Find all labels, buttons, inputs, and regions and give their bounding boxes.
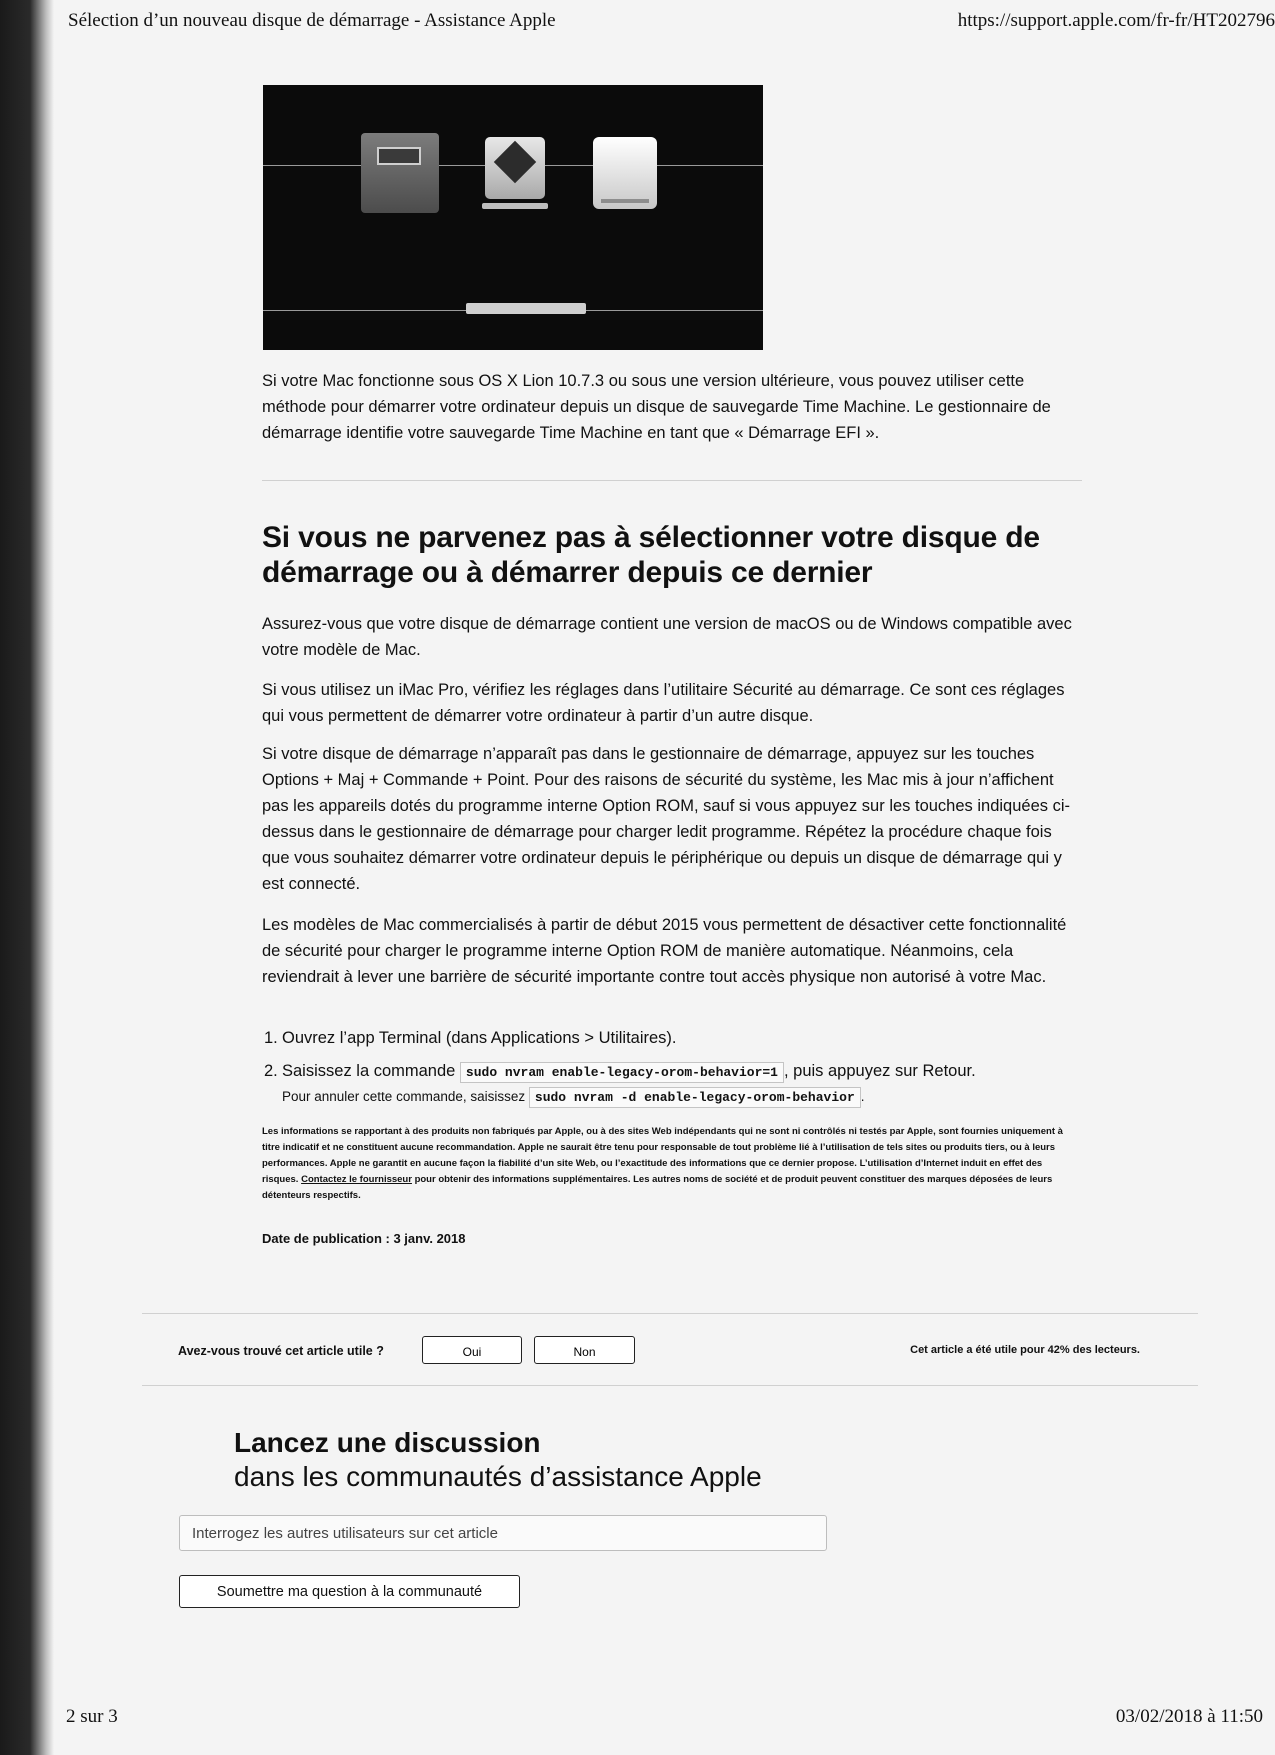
feedback-divider-top [142,1313,1198,1314]
print-header-url: https://support.apple.com/fr-fr/HT202796 [957,10,1275,31]
contact-vendor-link[interactable]: Contactez le fournisseur [301,1174,412,1185]
feedback-bar [178,1336,1158,1366]
section-heading: Si vous ne parvenez pas à sélectionner votre disque de démarrage ou à démarrer depuis ce dernier [262,521,1040,589]
step-item [262,1058,1082,1108]
community-subtitle: dans les communautés d’assistance Apple [234,1461,762,1492]
community-title: Lancez une discussion [234,1427,541,1458]
print-header-title: Sélection d’un nouveau disque de démarrage - Assistance Apple [68,10,556,31]
step-number: 1. [264,1029,278,1047]
yes-button[interactable]: Oui [422,1336,522,1364]
scan-edge [0,0,54,1755]
section-divider [262,480,1082,481]
terminal-cancel-command[interactable]: sudo nvram -d enable-legacy-orom-behavior [529,1087,861,1108]
windows-disk-icon [485,137,545,199]
print-footer [66,1706,1263,1730]
submit-question-button[interactable]: Soumettre ma question à la communauté [179,1575,520,1608]
network-select-bar [466,303,586,314]
cancel-text: Pour annuler cette commande, saisissez [282,1089,526,1104]
disclaimer [262,1124,1072,1204]
publication-date: Date de publication : 3 janv. 2018 [262,1231,466,1246]
step-text: Saisissez la commande [282,1062,456,1080]
step-text: Ouvrez l’app Terminal (dans Applications > Utilitaires). [282,1029,677,1047]
feedback-question: Avez-vous trouvé cet article utile ? [178,1344,384,1358]
disclaimer-text: Les informations se rapportant à des produits non fabriqués par Apple, ou à des sites Web indépendants qui ne sont ni contrôlés ni testés par Apple, sont fournies uniquement à titre indicatif et ne constituent aucune recommandation. Apple ne saurait être tenu pour responsable de tout problème lié à l’utilisation de tels sites ou produits tiers, ou à leurs performances. Apple ne garantit en aucune façon la fiabilité d’un site Web, ou l’exactitude des informations que ce dernier propose. L’utilisation d’Internet induit en effet des risques. [262,1126,1063,1185]
community-question-input[interactable] [179,1515,827,1551]
no-button[interactable]: Non [534,1336,635,1364]
terminal-command[interactable]: sudo nvram enable-legacy-orom-behavior=1 [460,1062,784,1083]
page-number: 2 sur 3 [66,1706,118,1727]
print-datetime: 03/02/2018 à 11:50 [1115,1706,1263,1727]
section-paragraph: Si votre disque de démarrage n’apparaît pas dans le gestionnaire de démarrage, appuyez sur les touches Options + Maj + Commande + Point. Pour des raisons de sécurité du système, les Mac mis à jour n’affichent pas les appareils dotés du programme interne Option ROM, sauf si vous appuyez sur les touches indiquées ci-dessus dans le gestionnaire de démarrage pour charger ledit programme. Répétez la procédure chaque fois que vous souhaitez démarrer votre ordinateur depuis le périphérique ou depuis un disque de démarrage qui y est connecté. [262,745,1071,893]
section-paragraph: Les modèles de Mac commercialisés à partir de début 2015 vous permettent de désactiver cette fonctionnalité de sécurité pour charger le programme interne Option ROM de manière automatique. Néanmoins, cela reviendrait à lever une barrière de sécurité importante contre tout accès physique non autorisé à votre Mac. [262,916,1067,986]
community-heading [234,1426,762,1494]
section-paragraph: Si vous utilisez un iMac Pro, vérifiez les réglages dans l’utilitaire Sécurité au démarrage. Ce sont ces réglages qui vous permettent de démarrer votre ordinateur à partir d’un autre disque. [262,681,1065,725]
internal-disk-icon [361,133,439,213]
print-header [68,10,1275,34]
steps-list [262,1025,1082,1115]
helpful-stat: Cet article a été utile pour 42% des lecteurs. [910,1344,1140,1356]
step-item [262,1025,1082,1051]
disclaimer-text: pour obtenir des informations supplémentaires. Les autres noms de société et de produit peuvent constituer des marques déposées de leurs détenteurs respectifs. [262,1174,1053,1201]
startup-manager-screenshot [263,85,763,350]
step-text: , puis appuyez sur Retour. [783,1062,976,1080]
cancel-end: . [860,1089,865,1104]
step-cancel-note [282,1087,1082,1108]
external-disk-icon [593,137,657,209]
section-paragraph: Assurez-vous que votre disque de démarrage contient une version de macOS ou de Windows compatible avec votre modèle de Mac. [262,615,1072,659]
step-number: 2. [264,1062,278,1080]
intro-paragraph: Si votre Mac fonctionne sous OS X Lion 10.7.3 ou sous une version ultérieure, vous pouvez utiliser cette méthode pour démarrer votre ordinateur depuis un disque de sauvegarde Time Machine. Le gestionnaire de démarrage identifie votre sauvegarde Time Machine en tant que « Démarrage EFI ». [262,372,1051,442]
feedback-divider-bottom [142,1385,1198,1386]
